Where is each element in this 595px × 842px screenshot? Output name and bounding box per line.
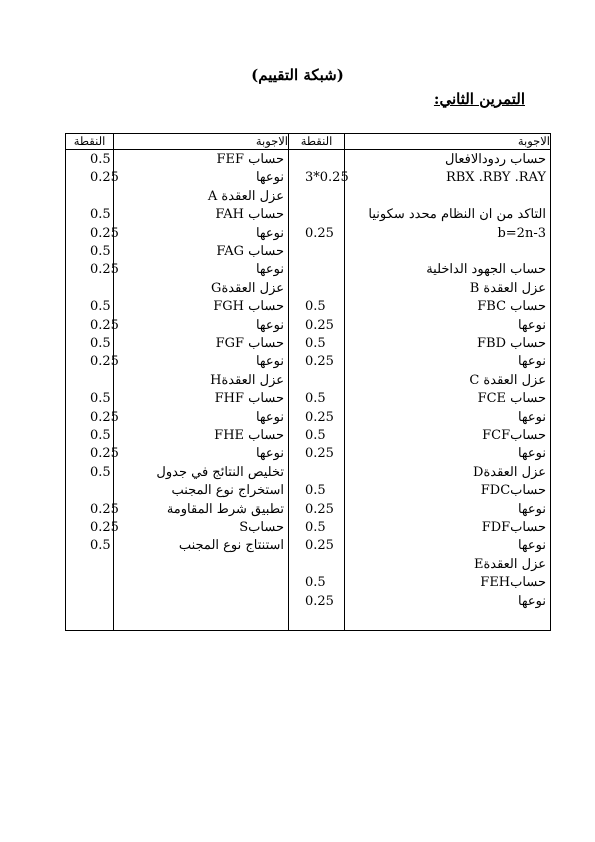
points-value-right: 0.5 [305, 391, 326, 407]
points-value-left: 0.25 [90, 225, 119, 241]
answer-line-right: عزل العقدة C [469, 372, 546, 388]
exercise-subtitle: التمرين الثاني: [433, 90, 525, 108]
points-value-right: 0.5 [305, 520, 326, 535]
points-value-right: 0.25 [305, 446, 334, 462]
answer-line-right: حساب FBD [477, 336, 546, 351]
points-value-left: 0.5 [90, 428, 111, 443]
points-value-left: 0.5 [90, 538, 111, 554]
points-value-right: 0.25 [305, 354, 334, 370]
points-value-right: 0.25 [305, 593, 334, 609]
points-value-left: 0.5 [90, 299, 111, 315]
answer-line-left: نوعها [255, 262, 284, 278]
points-value-right: 0.5 [305, 336, 326, 351]
answer-line-left: حساب FHE [214, 428, 284, 443]
answer-line-left: حساب FAG [216, 244, 284, 259]
points-value-left: 0.25 [90, 262, 119, 278]
answer-line-left: تخليص النتائج في جدول [156, 464, 284, 480]
answer-line-right: نوعها [517, 501, 546, 517]
answer-line-left: تطبيق شرط المقاومة [166, 501, 284, 517]
answer-line-right: عزل العقدة B [469, 280, 546, 296]
points-value-left: 0.25 [90, 170, 119, 186]
answer-line-right: حساب FCE [477, 391, 546, 407]
answer-line-right: حسابFEH [480, 575, 546, 591]
points-value-left: 0.25 [90, 354, 119, 370]
answer-line-right: نوعها [517, 538, 546, 554]
grading-table [65, 133, 551, 631]
points-value-right: 0.5 [305, 483, 326, 499]
points-value-right: 3*0.25 [305, 170, 349, 186]
points-column-right [289, 150, 349, 630]
points-value-left: 0.5 [90, 336, 111, 351]
answer-line-left: عزل العقدةG [211, 280, 284, 296]
answer-line-left: حساب FGH [213, 299, 284, 315]
points-value-left: 0.25 [90, 520, 119, 535]
answer-line-left: نوعها [255, 317, 284, 333]
answer-line-left: نوعها [255, 409, 284, 425]
points-value-right: 0.5 [305, 428, 326, 443]
answer-line-left: عزل العقدةH [210, 372, 284, 388]
answer-line-right: حساب FBC [477, 299, 546, 315]
answer-line-right: حساب الجهود الداخلية [426, 262, 546, 278]
answer-line-left: حساب FAH [215, 207, 284, 223]
answer-line-right: نوعها [517, 409, 546, 425]
points-value-left: 0.25 [90, 409, 119, 425]
points-value-right: 0.25 [305, 225, 334, 241]
answer-line-right: نوعها [517, 446, 546, 462]
answer-line-right: نوعها [517, 593, 546, 609]
points-value-left: 0.25 [90, 501, 119, 517]
points-value-left: 0.5 [90, 152, 111, 167]
answer-line-right: حسابFCF [482, 428, 546, 443]
points-value-right: 0.25 [305, 501, 334, 517]
answer-line-left: حساب FHF [214, 391, 284, 407]
answer-line-right: نوعها [517, 317, 546, 333]
answer-line-right: حساب ردودالافعال [444, 152, 546, 167]
header-points-left: النقطة [66, 134, 114, 150]
points-value-right: 0.5 [305, 299, 326, 315]
points-value-left: 0.5 [90, 464, 111, 480]
answer-line-left: استخراج نوع المجنب [171, 483, 284, 499]
answer-line-left: حسابS [239, 520, 284, 535]
answer-line-left: استنتاج نوع المجنب [178, 538, 284, 554]
points-value-left: 0.25 [90, 317, 119, 333]
points-value-right: 0.5 [305, 575, 326, 591]
answers-column-left [114, 150, 288, 630]
answer-line-right: b=2n-3 [497, 225, 546, 241]
answer-line-right: التاكد من ان النظام محدد سكونيا [368, 207, 546, 223]
header-points-right: النقطة [289, 134, 345, 150]
points-value-right: 0.25 [305, 409, 334, 425]
points-value-left: 0.5 [90, 391, 111, 407]
answer-line-left: نوعها [255, 225, 284, 241]
points-value-left: 0.25 [90, 446, 119, 462]
answer-line-left: حساب FGF [215, 336, 284, 351]
answer-line-left: نوعها [255, 354, 284, 370]
answer-line-right: RBX .RBY .RAY [445, 170, 546, 186]
points-column-left [66, 150, 119, 630]
answer-line-right: عزل العقدةD [473, 464, 546, 480]
answer-line-left: نوعها [255, 446, 284, 462]
answer-line-left: حساب FEF [216, 152, 284, 167]
answer-line-left: نوعها [255, 170, 284, 186]
answer-line-left: عزل العقدة A [207, 188, 284, 204]
answer-line-right: عزل العقدةE [473, 556, 546, 572]
header-answers-right: الاجوبة [345, 134, 551, 150]
points-value-left: 0.5 [90, 244, 111, 259]
answer-line-right: حسابFDF [481, 520, 546, 535]
answer-line-right: نوعها [517, 354, 546, 370]
header-answers-left: الاجوبة [114, 134, 289, 150]
points-value-right: 0.25 [305, 317, 334, 333]
answers-column-right [345, 150, 550, 630]
points-value-right: 0.25 [305, 538, 334, 554]
points-value-left: 0.5 [90, 207, 111, 223]
page-title: (شبكة التقييم) [251, 66, 344, 84]
answer-line-right: حسابFDC [480, 483, 546, 499]
